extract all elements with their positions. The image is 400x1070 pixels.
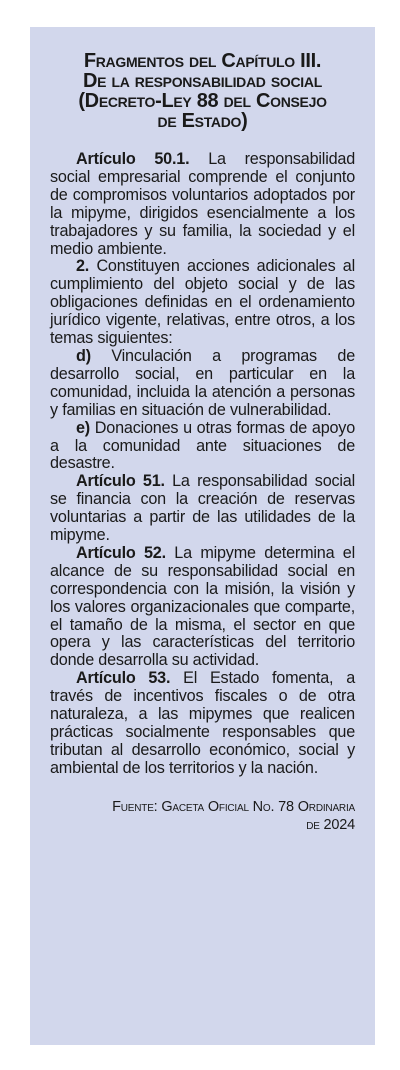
paragraph-text: La responsabilidad social empresarial comprende el conjunto de compromisos voluntarios adoptados por la mipyme, dirigidos esencialmente a los trabajadores y su familia, la sociedad y el medio ambiente. <box>50 150 355 258</box>
title-line-3: (Decreto-Ley 88 del Consejo <box>78 90 327 112</box>
paragraph-label: Artículo 50.1. <box>76 150 190 168</box>
paragraph-label: Artículo 52. <box>76 543 166 562</box>
paragraph-text: La mipyme determina el alcance de su responsabilidad social en correspondencia con la misión, la visión y los valores organizacionales que comparte, el tamaño de la misma, el sector en que opera y las características del territorio donde desarrolla su actividad. <box>50 543 355 670</box>
paragraph-text: La responsabilidad social se financia con la creación de reservas voluntarias a partir de las utilidades de la mipyme. <box>50 472 355 545</box>
paragraph-article-52 <box>50 545 355 670</box>
paragraph-item-d <box>50 348 355 420</box>
paragraph-label: 2. <box>76 257 90 276</box>
title-line-2: De la responsabilidad social <box>83 70 322 92</box>
paragraph-article-51 <box>50 473 355 545</box>
paragraph-label: d) <box>76 346 91 365</box>
article-body <box>50 151 355 778</box>
paragraph-text: Vinculación a programas de desarrollo social, en particular en la comunidad, incluida la atención a personas y familias en situación de vulnerabilidad. <box>50 346 355 419</box>
source-line-2: de 2024 <box>306 816 355 833</box>
paragraph-article-53 <box>50 670 355 777</box>
title-line-4: de Estado) <box>157 110 248 132</box>
paragraph-article-50-1 <box>50 151 355 258</box>
paragraph-text: Donaciones u otras formas de apoyo a la comunidad ante situaciones de desastre. <box>50 418 355 473</box>
paragraph-text: Constituyen acciones adicionales al cumplimiento del objeto social y de las obligaciones definidas en el ordenamiento jurídico vigente, relativas, entre otros, a los temas siguientes: <box>50 257 355 348</box>
paragraph-article-50-2 <box>50 258 355 348</box>
info-box <box>30 27 375 1045</box>
source-citation <box>50 798 355 834</box>
source-line-1: Fuente: Gaceta Oficial No. 78 Ordinaria <box>112 798 355 815</box>
paragraph-text: El Estado fomenta, a través de incentivos fiscales o de otra naturaleza, a las mipymes que realicen prácticas socialmente responsables que tributan al desarrollo económico, social y ambiental de los territorios y la nación. <box>50 669 355 777</box>
paragraph-label: e) <box>76 418 90 437</box>
paragraph-item-e <box>50 420 355 474</box>
paragraph-label: Artículo 51. <box>76 472 165 491</box>
box-title <box>50 51 355 131</box>
title-line-1: Fragmentos del Capítulo III. <box>83 50 322 72</box>
paragraph-label: Artículo 53. <box>76 669 171 688</box>
